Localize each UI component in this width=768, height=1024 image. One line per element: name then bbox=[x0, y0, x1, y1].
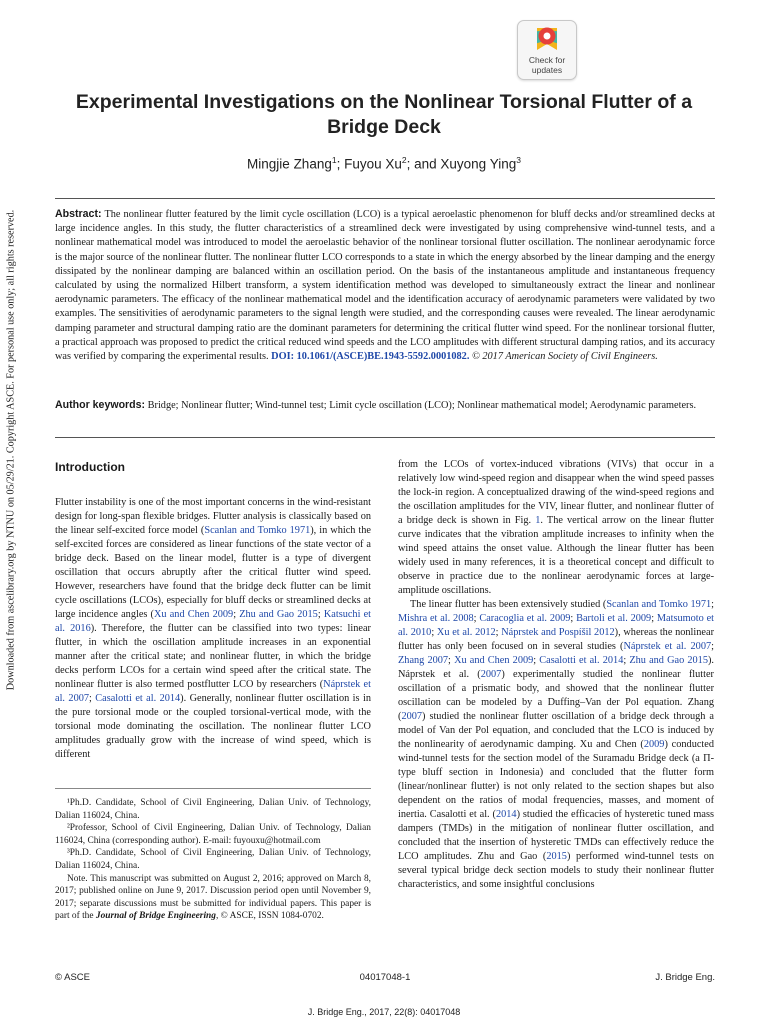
paragraph-text: from the LCOs of vortex-induced vibrations (VIVs) that occur in a relatively low wind-speed region and disappear when the wind speed passes the lock-in region. A conceptualized drawing of the wind-speed regions and the oscillation amplitudes for the VIV, linear flutter, and nonlinear flutter of a bridge deck is shown in Fig. bbox=[398, 459, 714, 526]
journal-name: Journal of Bridge Engineering bbox=[95, 911, 216, 922]
paragraph-text: ; bbox=[431, 627, 437, 638]
intro-paragraph bbox=[398, 598, 714, 892]
crossmark-icon bbox=[535, 26, 559, 54]
paragraph-text: ), whereas the nonlinear flutter has only been focused on in several studies ( bbox=[398, 627, 714, 652]
citation-link[interactable]: 2015 bbox=[546, 851, 567, 862]
author-affiliation-mark: 2 bbox=[401, 155, 407, 165]
paragraph-text: ) performed wind-tunnel tests on several typical bridge deck section models to study their nonlinear flutter characteristics, and some insightful conclusions bbox=[398, 851, 714, 890]
author-affiliation-mark: 1 bbox=[331, 155, 337, 165]
paragraph-text: ) studied the nonlinear flutter oscillation of a bridge deck through a model of Van der Pol equation, and concluded that the LCO is induced by the nonlinearity of aerodynamic damping. Xu and Chen ( bbox=[398, 711, 714, 750]
citation-link[interactable]: Matsumoto et al. 2010 bbox=[398, 613, 715, 638]
citation-line: J. Bridge Eng., 2017, 22(8): 04017048 bbox=[307, 1007, 461, 1017]
citation-link[interactable]: Zhu and Gao 2015 bbox=[629, 655, 708, 666]
paragraph-text: ; bbox=[711, 599, 714, 610]
abstract-label: Abstract: bbox=[55, 208, 102, 220]
citation-link[interactable]: Xu and Chen 2009 bbox=[454, 655, 534, 666]
paragraph-text: ; bbox=[570, 613, 577, 624]
badge-line-2: updates bbox=[531, 64, 563, 75]
abstract bbox=[55, 207, 715, 364]
paragraph-text: ; bbox=[89, 693, 96, 704]
copyright-notice: © 2017 American Society of Civil Engineers. bbox=[471, 351, 658, 363]
paragraph-text: ), in which the self-excited forces are considered as linear functions of the state vector of a bridge deck. Based on the linear model, flutter is a type of divergent oscillation that occurs abruptly after the critical flutter wind speed. However, researchers have found that the bridge deck flutter can be limit cycle oscillations (LCOs), especially for bluff decks or streamlined decks at large incidence angles ( bbox=[55, 525, 371, 620]
submission-note bbox=[55, 873, 371, 923]
section-heading-introduction: Introduction bbox=[55, 460, 125, 474]
footnote-author-1: ¹Ph.D. Candidate, School of Civil Engineering, Dalian Univ. of Technology, Dalian 116024, China. bbox=[55, 798, 371, 821]
paper-title: Experimental Investigations on the Nonlinear Torsional Flutter of a Bridge Deck bbox=[75, 91, 693, 138]
doi-link[interactable]: 10.1061/(ASCE)BE.1943-5592.0001082. bbox=[296, 351, 470, 363]
citation-link[interactable]: Mishra et al. 2008 bbox=[398, 613, 474, 624]
abstract-section bbox=[55, 198, 715, 438]
author-separator: ; bbox=[336, 156, 345, 172]
intro-paragraph bbox=[398, 458, 714, 598]
citation-link[interactable]: Náprstek et al. 2007 bbox=[623, 641, 712, 652]
paragraph-text: ; bbox=[317, 609, 324, 620]
paragraph-text: The linear flutter has been extensively studied ( bbox=[410, 599, 607, 610]
author-affiliation-mark: 3 bbox=[516, 155, 521, 165]
doi-label: DOI: bbox=[271, 351, 295, 363]
paragraph-text: ; bbox=[495, 627, 502, 638]
download-notice-text: Downloaded from ascelibrary.org by NTNU on 05/29/21. Copyright ASCE. For personal use only; all rights reserved. bbox=[5, 209, 17, 691]
abstract-text: The nonlinear flutter featured by the limit cycle oscillation (LCO) is a typical aeroelastic phenomenon for bluff decks and/or streamlined decks at large incidence angles. In this study, the flutter characteristics of a streamlined deck were investigated by using comprehensive wind-tunnel tests, and a nonlinear mathematical model was introduced to model the aeroelastic behavior of the nonlinear torsional flutter oscillation. The nonlinear aerodynamic force is the major source of the nonlinear flutter. The nonlinear flutter LCO corresponds to a state in which the energy absorbed by the linear damping and the energy dissipated by the nonlinear damping are balanced within an oscillation period. On the basis of the instantaneous amplitude and instantaneous frequency calculated by using the normalized Hilbert transform, a system identification method was developed to simultaneously extract the linear and nonlinear aerodynamic parameters. The efficacy of the nonlinear mathematical model and the identification accuracy of aerodynamic parameters were validated by two examples. The sensitivities of aerodynamic parameters to the signal length were studied, and the corresponding causes were revealed. The linear aerodynamic damping parameter and structural damping ratio are the dominant parameters for determining the critical flutter wind speed. For the nonlinear torsional flutter, a practical approach was proposed to predict the critical reduced wind speeds and the LCO amplitudes with different structural damping ratios, and its accuracy was verified by comparing the experimental results. bbox=[55, 209, 715, 363]
citation-link[interactable]: 1 bbox=[535, 515, 541, 526]
citation-link[interactable]: Casalotti et al. 2014 bbox=[95, 693, 181, 704]
paragraph-text: ; bbox=[533, 655, 540, 666]
paragraph-text: ). Náprstek et al. ( bbox=[398, 655, 714, 680]
paragraph-text: ) conducted wind-tunnel tests for the section model of the Suramadu Bridge deck (a Π-type bluff section in Indonesia) and concluded that the flutter form (linear/nonlinear flutter) is not only related to the section shapes but also dependent on the ratios of modal frequencies, masses, and moment of inertia. Casalotti et al. ( bbox=[398, 739, 714, 820]
citation-link[interactable]: Xu and Chen 2009 bbox=[154, 609, 234, 620]
citation-link[interactable]: 2009 bbox=[643, 739, 665, 750]
paragraph-text: ). Therefore, the flutter can be classified into two types: linear flutter, in which the oscillation amplitude increases in an exponential manner after the critical state; and nonlinear flutter, in which the bridge decks perform LCOs for a certain wind speed after the critical state. The nonlinear flutter is also termed postflutter LCO by researchers ( bbox=[55, 623, 371, 690]
download-notice bbox=[4, 209, 18, 691]
submission-note-text: Note. This manuscript was submitted on August 2, 2016; approved on March 8, 2017; published online on June 9, 2017. Discussion period open until November 9, 2017; separate discussions must be submitted for individual papers. This paper is part of the bbox=[55, 873, 371, 922]
citation-link[interactable]: Bartoli et al. 2009 bbox=[576, 613, 652, 624]
intro-paragraph bbox=[55, 496, 371, 762]
author-list bbox=[0, 155, 768, 172]
keywords-label: Author keywords: bbox=[55, 399, 146, 411]
paragraph-text: ; bbox=[473, 613, 480, 624]
citation-link[interactable]: Xu et al. 2012 bbox=[436, 627, 496, 638]
author-name: Mingjie Zhang bbox=[247, 156, 332, 172]
right-column bbox=[398, 458, 714, 892]
footnotes bbox=[55, 788, 371, 923]
citation-link[interactable]: Caracoglia et al. 2009 bbox=[479, 613, 571, 624]
paragraph-text: Flutter instability is one of the most important concerns in the wind-resistant design for long-span flexible bridges. Flutter analysis is classically based on the linear self-excited force model ( bbox=[55, 497, 371, 536]
author-separator: ; and bbox=[406, 156, 441, 172]
paragraph-text: ) studied the efficacies of hysteretic tuned mass dampers (TMDs) in the mitigation of nonlinear flutter oscillation, and concluded that the insertion of hysteretic TMDs can effectively reduce the LCO amplitudes. Zhu and Gao ( bbox=[398, 809, 714, 862]
citation-link[interactable]: 2007 bbox=[480, 669, 502, 680]
citation-link[interactable]: Katsuchi et al. 2016 bbox=[55, 609, 371, 634]
check-for-updates-label bbox=[518, 56, 576, 75]
left-column bbox=[55, 458, 371, 762]
footnote-author-2: ²Professor, School of Civil Engineering, Dalian Univ. of Technology, Dalian 116024, China (corresponding author). E-mail: fuyouxu@hotmail.com bbox=[55, 823, 371, 846]
footnote-author-3: ³Ph.D. Candidate, School of Civil Engineering, Dalian Univ. of Technology, Dalian 116024, China. bbox=[55, 848, 371, 871]
keywords-text: Bridge; Nonlinear flutter; Wind-tunnel test; Limit cycle oscillation (LCO); Nonlinear mathematical model; Aerodynamic parameters. bbox=[147, 400, 697, 411]
author-name: Fuyou Xu bbox=[344, 156, 402, 172]
paragraph-text: ; bbox=[233, 609, 240, 620]
paragraph-text: ; bbox=[711, 641, 714, 652]
citation-link[interactable]: 2007 bbox=[401, 711, 423, 722]
citation-link[interactable]: Zhang 2007 bbox=[398, 655, 449, 666]
issn-text: , © ASCE, ISSN 1084-0702. bbox=[215, 911, 324, 922]
citation-link[interactable]: Scanlan and Tomko 1971 bbox=[606, 599, 712, 610]
paragraph-text: ) experimentally studied the nonlinear flutter oscillation of a prismatic body, and showed that the nonlinear flutter oscillation can be modeled by a Duffing–Van der Pol equation. Zhang ( bbox=[398, 669, 714, 722]
footer-publisher: © ASCE bbox=[55, 972, 90, 983]
citation-link[interactable]: Náprstek and Pospíšil 2012 bbox=[501, 627, 615, 638]
author-name: Xuyong Ying bbox=[440, 156, 517, 172]
paragraph-text: ). Generally, nonlinear flutter oscillation is in the pure torsional mode or the coupled torsional-vertical mode, with the torsional mode dominating the oscillation. The nonlinear flutter LCO amplitudes gradually grow with the increase of wind speed, which is different bbox=[55, 693, 371, 760]
badge-line-1: Check for bbox=[528, 55, 566, 65]
paragraph-text: ; bbox=[448, 655, 455, 666]
footer-journal: J. Bridge Eng. bbox=[655, 972, 715, 983]
citation-link[interactable]: 2014 bbox=[495, 809, 517, 820]
citation-link[interactable]: Náprstek et al. 2007 bbox=[55, 679, 371, 704]
citation-link[interactable]: Zhu and Gao 2015 bbox=[239, 609, 318, 620]
author-keywords bbox=[55, 398, 715, 413]
citation-link[interactable]: Scanlan and Tomko 1971 bbox=[204, 525, 311, 536]
citation-link[interactable]: Casalotti et al. 2014 bbox=[539, 655, 624, 666]
paragraph-text: ; bbox=[623, 655, 630, 666]
footer-article-number: 04017048-1 bbox=[359, 972, 411, 983]
paragraph-text: ; bbox=[651, 613, 657, 624]
check-for-updates-button[interactable] bbox=[517, 20, 577, 80]
paragraph-text: . The vertical arrow on the linear flutter curve indicates that the vibration amplitude increases to infinity when the wind speed attains the onset value. Although the linear flutter has been widely used in many references, it is a theoretical concept and difficult to observe in practice due to the nonlinear aerodynamic forces at large-amplitude oscillations. bbox=[398, 515, 714, 596]
